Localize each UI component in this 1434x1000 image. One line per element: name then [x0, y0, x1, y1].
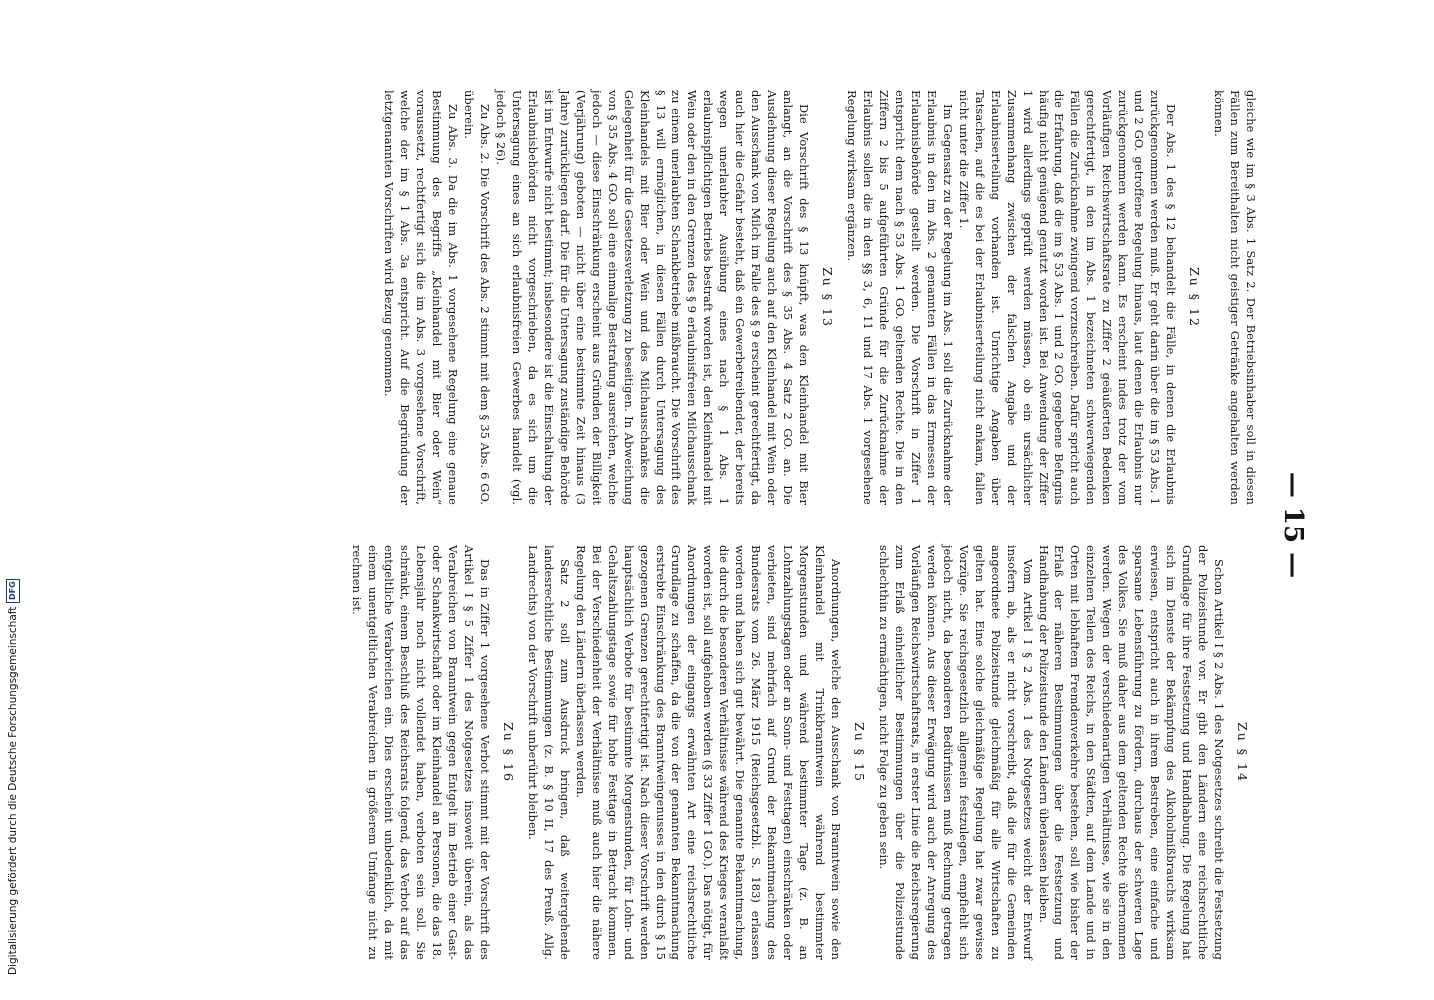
text-column-right	[348, 545, 1258, 960]
paragraph: Im Gegensatz zu der Regelung im Abs. 1 soll die Zurücknahme der Erlaubnis in den im Abs. 2 genannten Fällen in das Ermessen der Erlaubnisbehörde gestellt werden. Die Vorschrift in Ziffer 1 entspricht dem nach § 53 Abs. 1 GO. geltenden Rechte. Die in den Ziffern 2 bis 5 aufgeführten Gründe für die Zurücknahme der Erlaubnis sollen die in den §§ 3, 6, 11 und 17 Abs. 1 vorgesehene Regelung wirksam ergänzen.	[845, 90, 955, 505]
section-heading: Zu § 12	[1187, 267, 1203, 328]
paragraph: Satz 2 soll zum Ausdruck bringen, daß weitergehende landesrechtliche Bestimmungen (z. B. § 10 II, 17 des Preuß. Allg. Landrechts) von der Vorschrift unberührt bleiben.	[525, 545, 572, 960]
paragraph: Die Vorschrift des § 13 knüpft, was den Kleinhandel mit Bier anlangt, an die Vorschrift des § 35 Abs. 4 Satz 2 GO. an. Die Ausdehnung dieser Regelung auch auf den Kleinhandel mit Wein oder den Ausschank von Milch im Falle des § 9 erscheint gerechtfertigt, da auch hier die Gefahr besteht, daß ein Gewerbetreibender, der bereits wegen unerlaubter Ausübung eines nach § 1 Abs. 1 erlaubnispflichtigen Betriebs bestraft worden ist, den Kleinhandel mit Wein oder den in den Grenzen des § 9 erlaubnisfreien Milchausschank zu einem unerlaubten Schankbetriebe mißbraucht. Die Vorschrift des § 13 will ermöglichen, in diesen Fällen durch Untersagung des Kleinhandels mit Bier oder Wein und des Milchausschankes die Gelegenheit für die Gesetzesverletzung zu beseitigen. In Abweichung von § 35 Abs. 4 GO. soll eine einmalige Bestrafung ausreichen, welche jedoch — diese Einschränkung erscheint aus Gründen der Billigkeit (Verjährung) geboten — nicht über eine bestimmte Zeit hinaus (3 Jahre) zurückliegen darf. Die für die Untersagung zuständige Behörde ist im Entwurfe nicht bestimmt; insbesondere ist die Einschaltung der Erlaubnisbehörden nicht vorgeschrieben, da es sich um die Untersagung eines an sich erlaubnisfreien Gewerbes handelt (vgl. jedoch § 26).	[494, 90, 812, 505]
digitization-credit	[6, 579, 20, 975]
paragraph: Zu Abs. 3. Da die im Abs. 1 vorgesehene Regelung eine genaue Bestimmung des Begriffs „Kleinhandel mit Bier oder Wein“ voraussetzt, rechtfertigt sich die im Abs. 3 vorgesehene Vorschrift, welche der im § 1 Abs. 3a entspricht. Auf die Begründung der letztgenannten Vorschriften wird Bezug genommen.	[382, 90, 461, 505]
paragraph: Vom Artikel I § 2 Abs. 1 des Notgesetzes weicht der Entwurf insofern ab, als er nicht vorschreibt, daß die für die Gemeinden angeordnete Polizeistunde gleichmäßig für alle Wirtschaften zu gelten hat. Eine solche gleichmäßige Regelung hat zwar gewisse Vorzüge. Sie reichsgesetzlich allgemein festzulegen, empfiehlt sich jedoch nicht, da besonderen Bedürfnissen muß Rechnung getragen werden können. Aus dieser Erwägung wird auch der Anregung des Vorläufigen Reichswirtschaftsrats, in erster Linie die Reichsregierung zum Erlaß einheitlicher Bestimmungen über die Polizeistunde schlechthin zu ermächtigen, nicht Folge zu geben sein.	[876, 545, 1035, 960]
paragraph: Anordnungen, welche den Ausschank von Branntwein sowie den Kleinhandel mit Trinkbranntwein während bestimmter Morgenstunden und während bestimmter Tage (z. B. an Lohnzahlungstagen oder an Sonn- und Festtagen) einschränken oder verbieten, sind mehrfach auf Grund der Bekanntmachung des Bundesrats vom 26. März 1915 (Reichsgesetzbl. S. 183) erlassen worden und haben sich gut bewährt. Die genannte Bekanntmachung, die durch die besonderen Verhältnisse während des Krieges veranlaßt worden ist, soll aufgehoben werden (§ 33 Ziffer 1 GO.). Das nötigt, für Anordnungen der eingangs erwähnten Art eine reichsrechtliche Grundlage zu schaffen, da die von der genannten Bekanntmachung erstrebte Einschränkung des Branntweingenusses in den durch § 15 gezogenen Grenzen gerechtfertigt ist. Nach dieser Vorschrift werden hauptsächlich Verbote für bestimmte Morgenstunden, für Lohn- und Gehaltszahlungstage sowie für hohe Festtage in Betracht kommen. Bei der Verschiedenheit der Verhältnisse muß auch hier die nähere Regelung den Ländern überlassen werden.	[573, 545, 844, 960]
paragraph: Das in Ziffer 1 vorgesehene Verbot stimmt mit der Vorschrift des Artikel I § 5 Ziffer 1 des Notgesetzes insoweit überein, als das Verabreichen von Branntwein gegen Entgelt im Betrieb einer Gast- oder Schankwirtschaft oder im Kleinhandel an Personen, die das 18. Lebensjahr noch nicht vollendet haben, verboten sein soll. Sie schränkt, einem Beschluß des Reichsrats folgend, das Verbot auf das entgeltliche Verabreichen ein. Dies erscheint unbedenklich, da mit einem unentgeltlichen Verabreichen in größerem Umfange nicht zu rechnen ist.	[350, 545, 492, 960]
text-column-left	[380, 90, 1258, 505]
paragraph: Der Abs. 1 des § 12 behandelt die Fälle, in denen die Erlaubnis zurückgenommen werden muß. Er geht darin über die im § 53 Abs. 1 und 2 GO. getroffene Regelung hinaus, laut denen die Erlaubnis nur zurückgenommen werden kann. Es erscheint indes trotz der vom Vorläufigen Reichswirtschaftsrate zu Ziffer 2 geäußerten Bedenken gerechtfertigt, in den im Abs. 1 bezeichneten schwerwiegenden Fällen die Zurücknahme zwingend vorzuschreiben. Dafür spricht auch die Erfahrung, daß die im § 53 Abs. 1 und 2 GO. gegebene Befugnis häufig nicht genügend genutzt worden ist. Bei Anwendung der Ziffer 1 wird allerdings geprüft werden müssen, ob ein ursächlicher Zusammenhang zwischen der falschen Angabe und der Erlaubniserteilung vorhanden ist. Unrichtige Angaben über Tatsachen, auf die es bei der Erlaubniserteilung nicht ankam, fallen nicht unter die Ziffer 1.	[956, 90, 1179, 505]
scanned-page	[150, 90, 1310, 960]
paragraph: Zu Abs. 2. Die Vorschrift des Abs. 2 stimmt mit dem § 35 Abs. 6 GO. überein.	[462, 90, 493, 505]
paragraph: gleiche wie im § 3 Abs. 1 Satz 2. Der Betriebsinhaber soll in diesen Fällen zum Bereithalten nicht geistiger Getränke angehalten werden können.	[1212, 90, 1258, 505]
section-heading: Zu § 16	[500, 722, 516, 783]
paragraph: Schon Artikel I § 2 Abs. 1 des Notgesetzes schreibt die Festsetzung der Polizeistunde vor. Er gibt den Ländern eine reichsrechtliche Grundlage für ihre Festsetzung und Handhabung. Die Regelung hat sich im Dienste der Bekämpfung des Alkoholmißbrauchs wirksam erwiesen, entspricht auch in ihrem Bestreben, eine einfache und sparsame Lebensführung zu fördern, durchaus der schweren Lage des Volkes. Sie muß daher aus dem geltenden Rechte übernommen werden. Wegen der verschiedenartigen Verhältnisse, wie sie in den einzelnen Teilen des Reichs, in den Städten, auf dem Lande und in Orten mit lebhaftem Fremdenverkehre bestehen, soll wie bisher der Erlaß der näheren Bestimmungen über die Festsetzung und Handhabung der Polizeistunde den Ländern überlassen bleiben.	[1036, 545, 1226, 960]
section-heading: Zu § 14	[1235, 722, 1250, 783]
dfg-logo: DFG	[6, 579, 20, 603]
section-heading: Zu § 15	[852, 722, 868, 783]
credit-text: Digitalisierung gefördert durch die Deutsche Forschungsgemeinschaft	[7, 606, 19, 975]
page-number: — 15 —	[1278, 471, 1308, 579]
section-heading: Zu § 13	[820, 267, 836, 328]
